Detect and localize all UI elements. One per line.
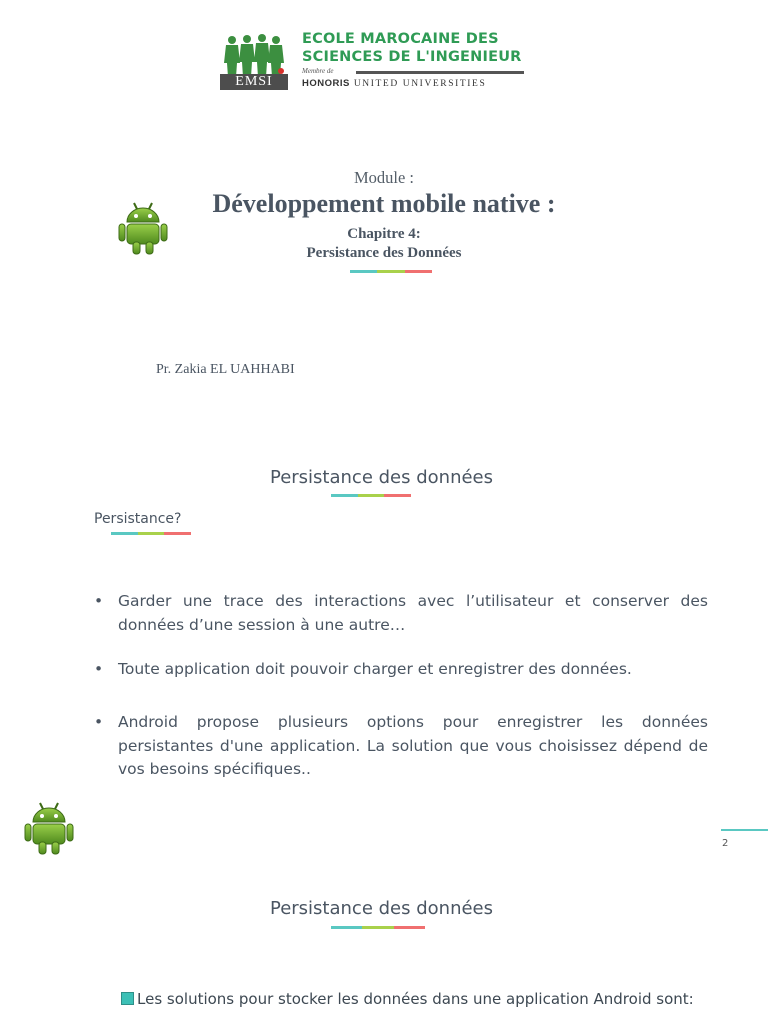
logo-honoris-word: HONORIS: [302, 78, 350, 89]
chapter-label: Chapitre 4:: [347, 226, 421, 242]
bullet-text: Android propose plusieurs options pour enregistrer les données persistantes d'une application. La solution que vous choisissez dépend de vos besoins spécifiques..: [118, 713, 708, 778]
bullet-dot: •: [94, 713, 104, 731]
slide2-subtitle-underline: [111, 532, 191, 535]
module-label: Module :: [353, 168, 415, 187]
chapter-title: Persistance des Données: [306, 245, 462, 261]
bullet-item: [94, 590, 708, 637]
emsi-logo: [220, 30, 530, 94]
slide2-title: Persistance des données: [269, 467, 493, 488]
logo-line-1: ECOLE MAROCAINE DES: [302, 31, 499, 47]
bullet-item: [94, 658, 708, 682]
bullet-dot: •: [94, 592, 104, 610]
bullet-text: Toute application doit pouvoir charger et enregistrer des données.: [118, 660, 632, 678]
android-icon: [118, 200, 168, 256]
slide3-bullet: [121, 990, 694, 1008]
emsi-wordmark: EMSI: [220, 74, 288, 90]
author-name: Pr. Zakia EL UAHHABI: [156, 362, 295, 377]
slide2-subtitle: Persistance?: [94, 511, 182, 527]
logo-united: UNITED UNIVERSITIES: [353, 79, 487, 89]
chapter-underline: [350, 270, 432, 273]
slide3-title-underline: [331, 926, 425, 929]
module-title: Développement mobile native :: [212, 189, 556, 218]
slide3-title: Persistance des données: [269, 898, 493, 919]
bullet-text: Garder une trace des interactions avec l’utilisateur et conserver des données d’une session à une autre…: [118, 592, 708, 634]
logo-honoris: [302, 78, 486, 89]
logo-line-2: SCIENCES DE L'INGENIEUR: [302, 49, 522, 65]
bullet-item: [94, 711, 708, 782]
logo-red-dot: [278, 68, 284, 74]
logo-membre: Membre de: [302, 67, 334, 75]
page-number: 2: [722, 838, 729, 849]
slide2-title-underline: [331, 494, 411, 497]
bullet-dot: •: [94, 660, 104, 678]
slide3-bullet-text: Les solutions pour stocker les données dans une application Android sont:: [137, 990, 694, 1008]
page-corner-line: [721, 829, 768, 831]
square-bullet-icon: [121, 992, 134, 1005]
android-icon: [24, 800, 74, 856]
logo-divider: [356, 71, 524, 74]
